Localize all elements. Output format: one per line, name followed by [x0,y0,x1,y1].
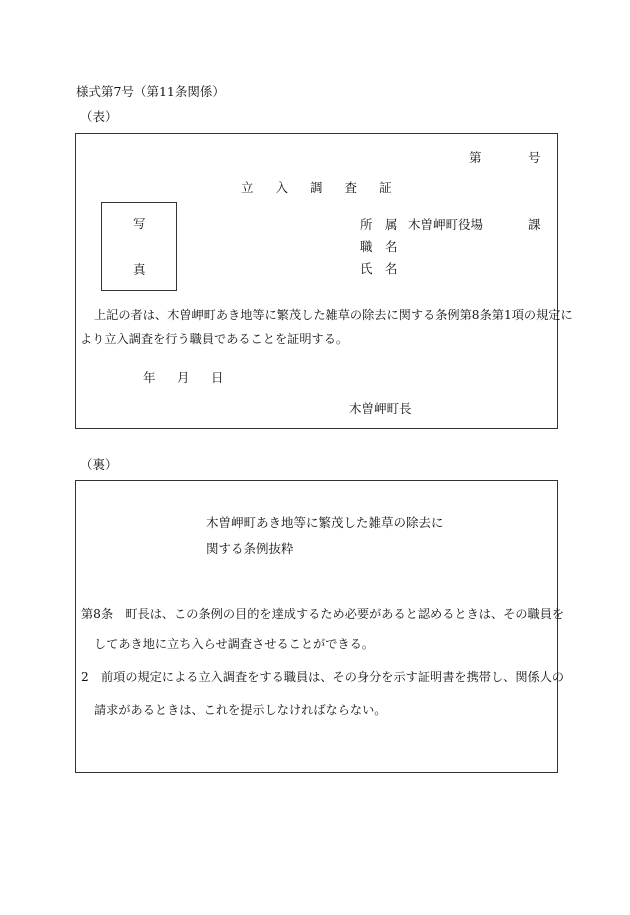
field-name-label: 氏 名 [360,261,398,276]
certificate-number-prefix: 第 [469,150,482,165]
article8-text-line2: してあき地に立ち入らせ調査させることができる。 [94,637,374,651]
photo-label-bottom: 真 [133,262,146,277]
title-char: 立 [241,180,254,195]
date-year: 年 [143,370,156,385]
paragraph2-text-line1: 2 前項の規定による立入調査をする職員は、その身分を示す証明書を携帯し、関係人の [81,670,565,684]
title-char: 証 [379,180,392,195]
field-affiliation-label: 所 属 [360,217,398,232]
photo-label-top: 写 [133,216,146,231]
field-affiliation-value: 木曽岬町役場 [408,217,484,232]
certification-text-line2: より立入調査を行う職員であることを証明する。 [80,332,349,346]
certification-text-line1: 上記の者は、木曽岬町あき地等に繁茂した雑草の除去に関する条例第8条第1項の規定に [94,308,573,322]
title-char: 調 [310,180,323,195]
front-label: （表） [80,109,118,124]
paragraph2-text-line2: 請求があるときは、これを提示しなければならない。 [94,703,387,717]
excerpt-title-line2: 関する条例抜粋 [206,541,294,556]
certificate-number-suffix: 号 [528,150,541,165]
date-day: 日 [211,370,224,385]
date-month: 月 [177,370,190,385]
field-position-label: 職 名 [360,239,398,254]
issuer-name: 木曽岬町長 [349,401,412,416]
certificate-title [241,182,392,195]
title-char: 入 [275,180,289,195]
form-number: 様式第7号（第11条関係） [76,84,225,99]
excerpt-title-line1: 木曽岬町あき地等に繁茂した雑草の除去に [206,515,444,530]
title-char: 査 [344,180,358,195]
back-label: （裏） [80,457,118,472]
article8-text-line1: 第8条 町長は、この条例の目的を達成するため必要があると認めるときは、その職員を [81,607,565,621]
field-affiliation-suffix: 課 [528,217,541,232]
